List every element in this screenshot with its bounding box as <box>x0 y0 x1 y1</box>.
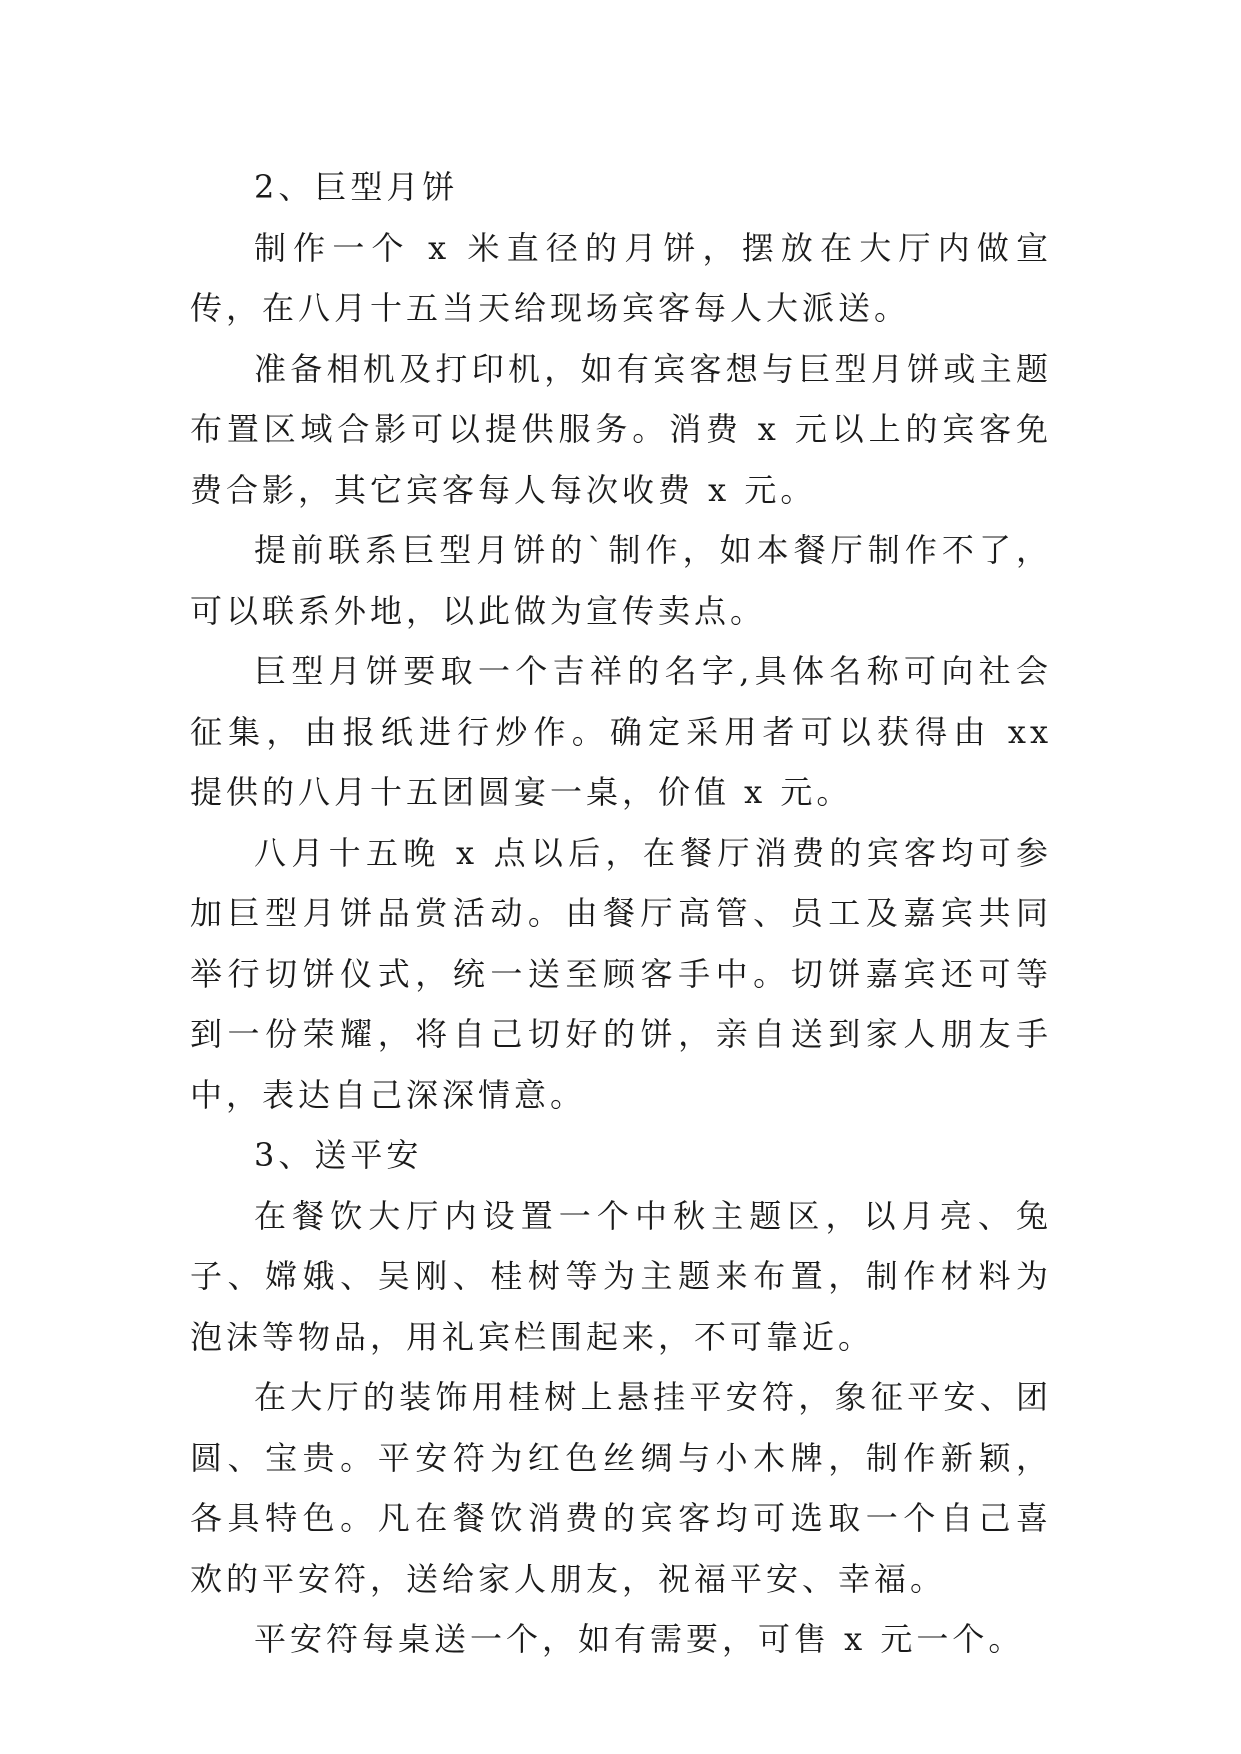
paragraph-charm-price: 平安符每桌送一个，如有需要，可售 x 元一个。 <box>254 1620 1025 1658</box>
paragraph-naming-contest: 巨型月饼要取一个吉祥的名字,具体名称可向社会征集，由报纸进行炒作。确定采用者可以获得由 xx 提供的八月十五团圆宴一桌，价值 x 元。 <box>190 652 1052 811</box>
paragraph-peace-charms: 在大厅的装饰用桂树上悬挂平安符，象征平安、团圆、宝贵。平安符为红色丝绸与小木牌，制作新颖，各具特色。凡在餐饮消费的宾客均可选取一个自己喜欢的平安符，送给家人朋友，祝福平安、幸福。 <box>190 1378 1052 1598</box>
paragraph-theme-area: 在餐饮大厅内设置一个中秋主题区，以月亮、兔子、嫦娥、吴刚、桂树等为主题来布置，制作材料为泡沫等物品，用礼宾栏围起来，不可靠近。 <box>190 1196 1052 1356</box>
paragraph-photo-service: 准备相机及打印机，如有宾客想与巨型月饼或主题布置区域合影可以提供服务。消费 x 元以上的宾客免费合影，其它宾客每人每次收费 x 元。 <box>190 349 1052 509</box>
paragraph-cutting-ceremony: 八月十五晚 x 点以后，在餐厅消费的宾客均可参加巨型月饼品赏活动。由餐厅高管、员工及嘉宾共同举行切饼仪式，统一送至顾客手中。切饼嘉宾还可等到一份荣耀，将自己切好的饼，亲自送到家人朋友手中，表达自己深深情意。 <box>190 833 1052 1114</box>
section-heading-send-peace: 3、送平安 <box>254 1136 423 1174</box>
paragraph-mooncake-size: 制作一个 x 米直径的月饼，摆放在大厅内做宣传，在八月十五当天给现场宾客每人大派送。 <box>190 228 1052 327</box>
section-heading-giant-mooncake: 2、巨型月饼 <box>254 168 459 206</box>
paragraph-contact-maker: 提前联系巨型月饼的`制作，如本餐厅制作不了，可以联系外地，以此做为宣传卖点。 <box>190 531 1052 630</box>
document-body <box>190 157 1052 1670</box>
